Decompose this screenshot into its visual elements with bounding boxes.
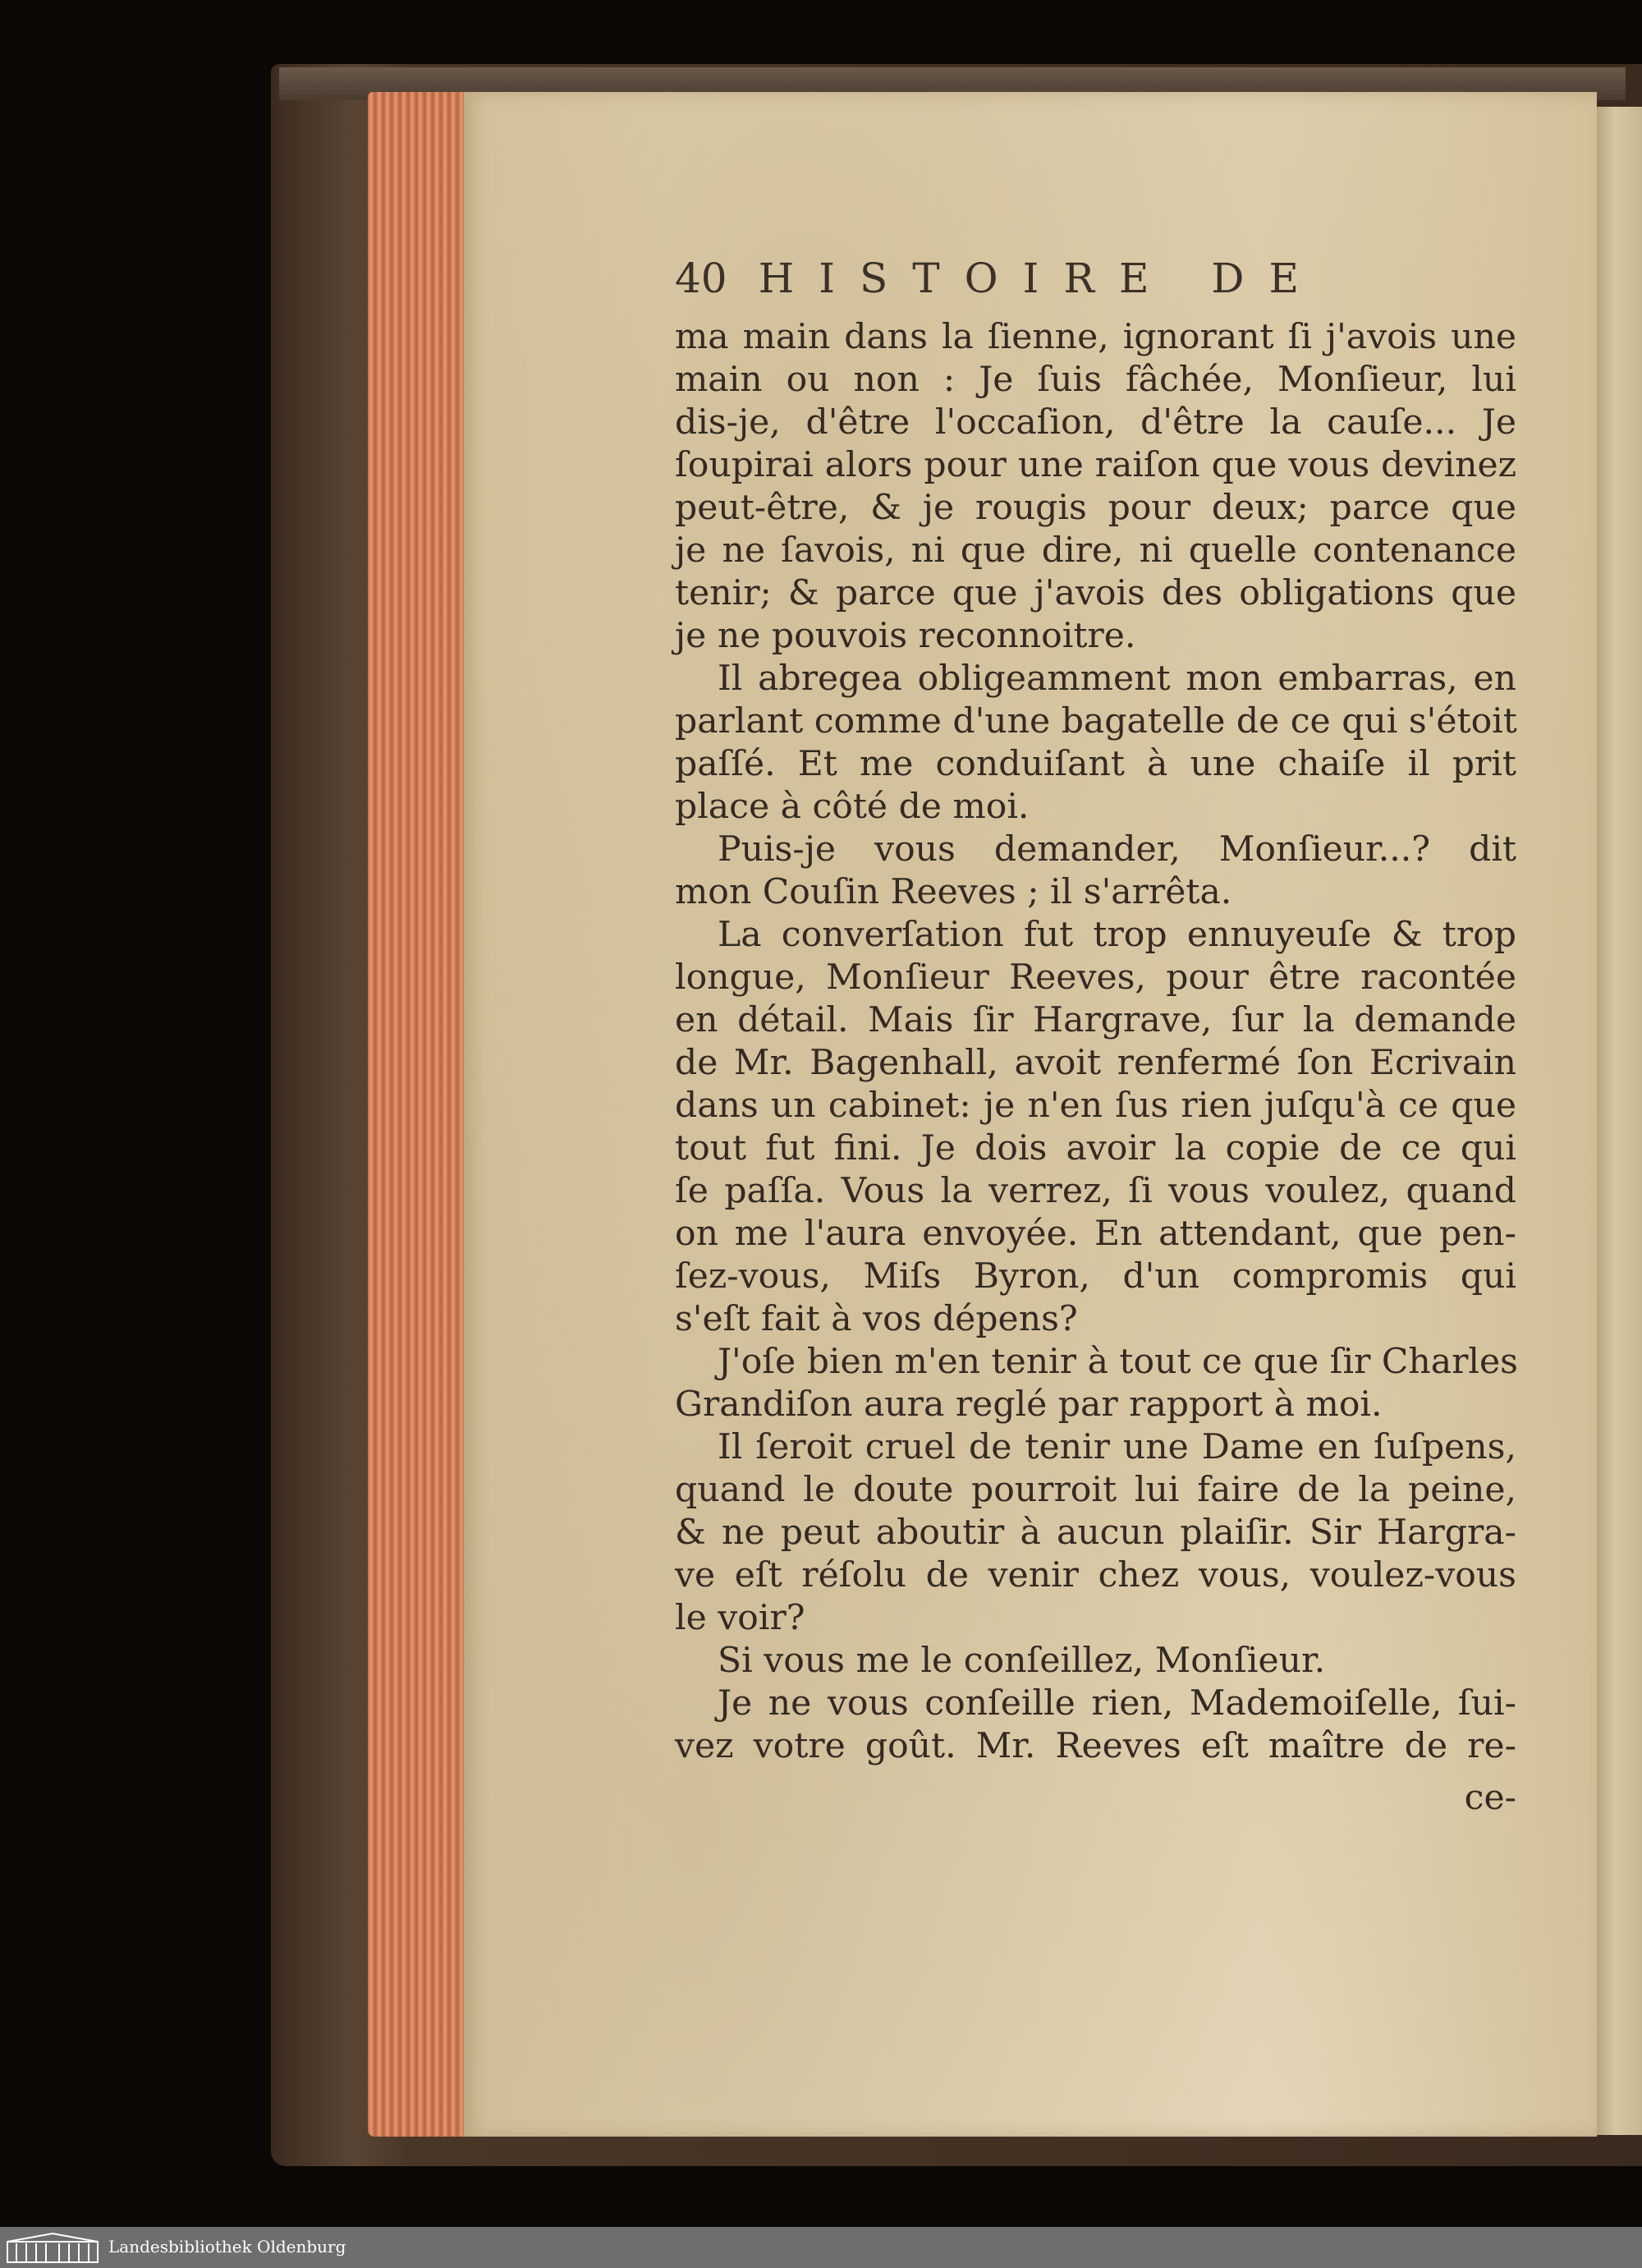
text-line: Si vous me le conſeillez, Monſieur. [718, 1641, 1326, 1681]
text-line: vez votre goût. Mr. Reeves eſt maître de re- [675, 1726, 1516, 1766]
text-line: parlant comme d'une bagatelle de ce qui s'étoit [675, 701, 1517, 741]
text-line: peut-être, & je rougis pour deux; parce que [675, 488, 1516, 528]
text-line: mon Couſin Reeves ; il s'arrêta. [675, 872, 1232, 912]
library-building-icon [7, 2232, 99, 2263]
text-line: le voir? [675, 1598, 805, 1638]
text-line: place à côté de moi. [675, 787, 1030, 827]
running-head-title: HISTOIRE DE [758, 255, 1323, 302]
text-line: de Mr. Bagenhall, avoit renfermé ſon Ecrivain [675, 1043, 1516, 1083]
text-line: tout fut fini. Je dois avoir la copie de ce qui [675, 1128, 1516, 1168]
text-line: dis-je, d'être l'occaſion, d'être la cauſe... Je [675, 402, 1516, 443]
text-line: longue, Monſieur Reeves, pour être racontée [675, 957, 1516, 998]
text-line: tenir; & parce que j'avois des obligations que [675, 573, 1516, 613]
catchword: ce- [1464, 1778, 1516, 1818]
text-line: Il ſeroit cruel de tenir une Dame en ſuſpens, [718, 1427, 1516, 1467]
text-line: dans un cabinet: je n'en ſus rien juſqu'à ce que [675, 1086, 1516, 1126]
text-line: je ne pouvois reconnoitre. [675, 616, 1136, 656]
text-line: Puis-je vous demander, Monſieur...? dit [718, 829, 1516, 870]
facing-page-edge [1597, 107, 1642, 2135]
paragraph-4-end [675, 1298, 1516, 1341]
text-line: Grandiſon aura reglé par rapport à moi. [675, 1384, 1383, 1425]
paragraph-6-end [675, 1597, 1516, 1640]
text-line: quand le doute pourroit lui faire de la peine, [675, 1470, 1516, 1510]
text-line: Il abregea obligeamment mon embarras, en [718, 659, 1516, 699]
paragraph-1 [675, 316, 1516, 615]
paragraph-2 [675, 658, 1516, 786]
page-number: 40 [675, 255, 727, 302]
text-line: main ou non : Je ſuis fâchée, Monſieur, lui [675, 360, 1516, 400]
text-line: en détail. Mais ſir Hargrave, ſur la demande [675, 1000, 1516, 1040]
text-line: je ne ſavois, ni que dire, ni quelle contenance [675, 530, 1516, 571]
page-edges [368, 92, 466, 2137]
text-line: on me l'aura envoyée. En attendant, que pen- [675, 1214, 1516, 1254]
paragraph-8 [675, 1683, 1516, 1768]
text-line: s'eſt fait à vos dépens? [675, 1299, 1078, 1339]
paragraph-5-end [675, 1384, 1516, 1426]
text-line: J'oſe bien m'en tenir à tout ce que ſir Charles [718, 1342, 1518, 1382]
text-line: ſoupirai alors pour une raiſon que vous devinez [675, 445, 1516, 485]
text-line: La converſation fut trop ennuyeuſe & trop [718, 915, 1516, 955]
text-line: paſſé. Et me conduiſant à une chaiſe il prit [675, 744, 1516, 784]
text-line: & ne peut aboutir à aucun plaiſir. Sir Hargra- [675, 1513, 1516, 1553]
running-header [675, 255, 1496, 302]
paragraph-3 [675, 829, 1516, 871]
text-line: ſez-vous, Miſs Byron, d'un compromis qui [675, 1256, 1516, 1297]
text-line: ma main dans la ſienne, ignorant ſi j'avois une [675, 317, 1516, 357]
paragraph-6 [675, 1426, 1516, 1597]
text-line: ve eſt réſolu de venir chez vous, voulez-vous [675, 1555, 1516, 1595]
paragraph-1-end [675, 615, 1516, 658]
text-line: ſe paſſa. Vous la verrez, ſi vous voulez, quand [675, 1171, 1516, 1211]
paragraph-4 [675, 914, 1516, 1298]
text-line: Je ne vous conſeille rien, Mademoiſelle, ſui- [718, 1683, 1516, 1724]
paragraph-2-end [675, 786, 1516, 829]
paragraph-5 [675, 1341, 1516, 1384]
body-text [675, 316, 1516, 1768]
paragraph-7 [675, 1640, 1516, 1683]
footer-bar [0, 2227, 1642, 2268]
library-name: Landesbibliothek Oldenburg [108, 2237, 346, 2257]
paragraph-3-end [675, 871, 1516, 914]
